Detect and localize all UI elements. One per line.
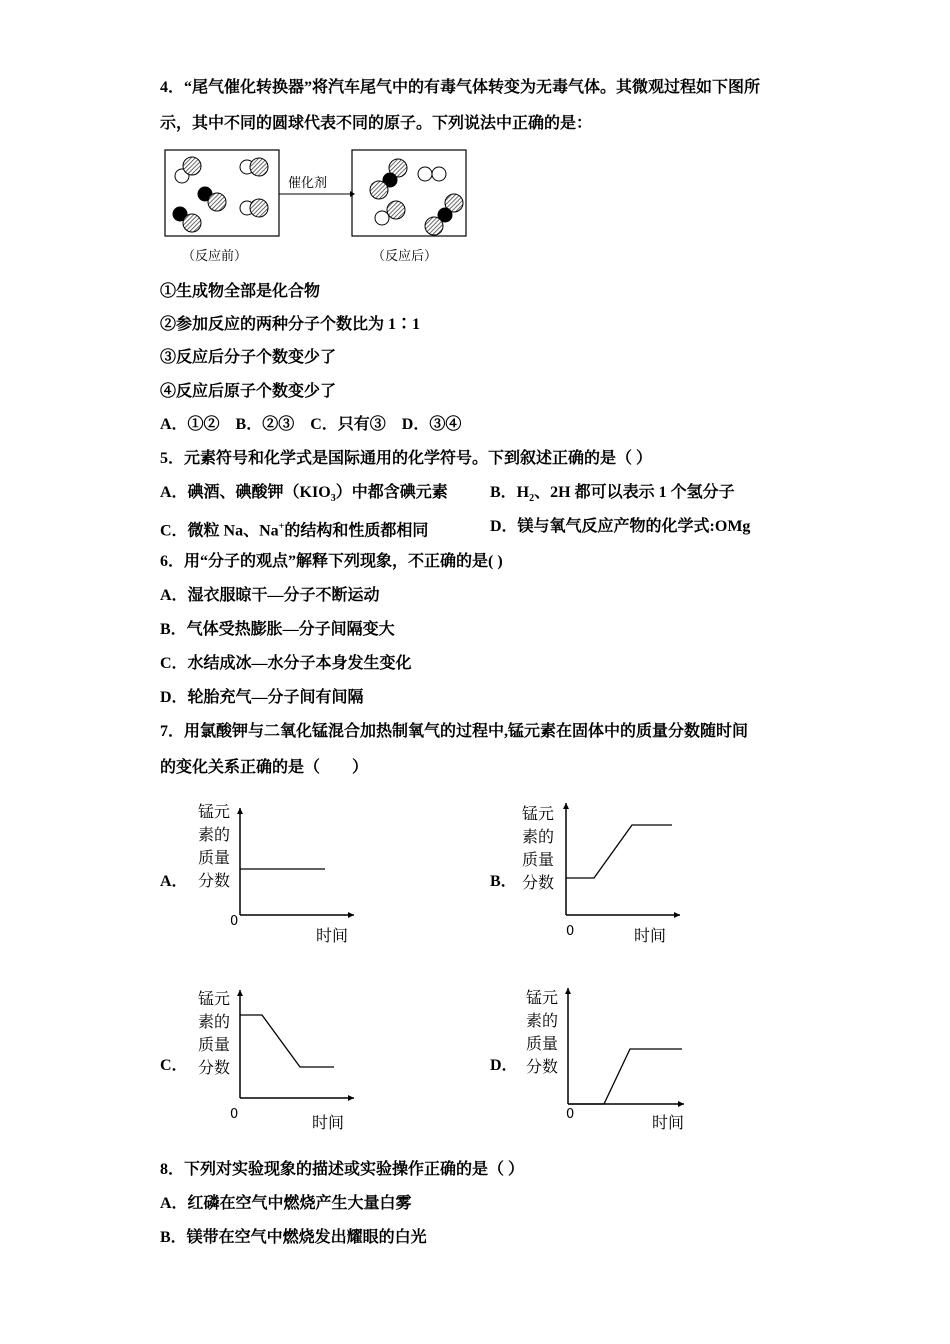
y-label-line: 素的 [198,825,231,844]
q4-statement: ②参加反应的两种分子个数比为 1∶1 [160,316,421,333]
graph-x-label: 时间 [312,1113,345,1132]
graph-origin: 0 [566,1107,575,1122]
q4-stem-line2: 示，其中不同的圆球代表不同的原子。下列说法中正确的是： [160,115,593,132]
q4-statement: ④反应后原子个数变少了 [160,383,337,400]
q5-stem: 5．元素符号和化学式是国际通用的化学符号。下到叙述正确的是（ ） [160,450,653,467]
y-axis-arrow [237,990,243,996]
q4-stem-line1: 4．“尾气催化转换器”将汽车尾气中的有毒气体转变为无毒气体。其微观过程如下图所 [160,79,761,96]
q4-statement: ①生成物全部是化合物 [160,283,321,300]
x-axis-arrow [348,912,354,918]
y-label-line: 质量 [198,1035,231,1054]
graph-curve [568,1049,682,1104]
after-label: （反应后） [372,249,438,264]
y-axis-arrow [563,803,569,809]
q7-stem-line1: 7．用氯酸钾与二氧化锰混合加热制氧气的过程中,锰元素在固体中的质量分数随时间 [160,723,749,740]
text: B．H [490,484,530,501]
y-label-line: 锰元 [526,988,559,1007]
q6-stem: 6．用“分子的观点”解释下列现象，不正确的是( ) [160,553,503,570]
q5-option-b [490,483,735,509]
graph-option-label: B． [490,873,517,890]
q8-option: A．红磷在空气中燃烧产生大量白雾 [160,1195,412,1212]
q5-option-c [160,517,428,541]
q6-option: A．湿衣服晾干—分子不断运动 [160,587,380,604]
graph-option-label: A． [160,873,188,890]
graph-y-label [198,800,230,892]
x-axis-arrow [348,1095,354,1101]
graph-y-label [198,987,230,1079]
graph-curve [240,1015,334,1067]
graph-y-label [526,986,558,1078]
catalyst-label: 催化剂 [288,176,328,191]
y-axis-arrow [565,988,571,994]
y-label-line: 质量 [526,1034,559,1053]
graph-y-label [522,802,554,894]
graph-origin: 0 [230,914,239,929]
superscript: + [278,521,285,532]
y-label-line: 锰元 [198,989,231,1008]
graph-x-label: 时间 [652,1113,685,1132]
y-label-line: 素的 [522,827,555,846]
text: 、2H 都可以表示 1 个氢分子 [534,484,735,501]
y-label-line: 质量 [522,850,555,869]
y-label-line: 素的 [198,1012,231,1031]
subscript: 2 [529,493,535,505]
reaction-figure [160,146,470,266]
y-label-line: 分数 [526,1057,559,1076]
graph-origin: 0 [230,1107,239,1122]
q8-stem: 8．下列对实验现象的描述或实验操作正确的是（ ） [160,1161,525,1178]
text: ）中都含碘元素 [335,484,448,501]
text: A．碘酒、碘酸钾（KIO [160,484,331,501]
graph-x-label: 时间 [316,926,349,945]
x-axis-arrow [678,1101,684,1107]
graph-x-label: 时间 [634,926,667,945]
y-label-line: 质量 [198,848,231,867]
q5-option-a [160,483,448,509]
q6-option: B．气体受热膨胀—分子间隔变大 [160,621,395,638]
y-label-line: 锰元 [198,802,231,821]
y-label-line: 分数 [198,871,231,890]
q5-option-d: D．镁与氧气反应产物的化学式:OMg [490,518,751,535]
q8-option: B．镁带在空气中燃烧发出耀眼的白光 [160,1229,427,1246]
text: 的结构和性质都相同 [284,522,429,540]
before-label: （反应前） [182,249,248,264]
q6-option: C．水结成冰—水分子本身发生变化 [160,655,412,672]
y-label-line: 素的 [526,1011,559,1030]
y-label-line: 分数 [198,1058,231,1077]
x-axis-arrow [674,912,680,918]
y-axis-arrow [237,808,243,814]
text: C．微粒 Na、Na [160,522,279,540]
y-label-line: 锰元 [522,804,555,823]
graph-curve [566,825,672,878]
graph-origin: 0 [566,924,575,939]
q6-option: D．轮胎充气—分子间有间隔 [160,689,364,706]
graph-option-label: D． [490,1057,518,1074]
q4-options: A．①② B．②③ C．只有③ D．③④ [160,416,462,433]
graph-3 [0,0,1,1]
q4-statement: ③反应后分子个数变少了 [160,349,337,366]
q7-stem-line2: 的变化关系正确的是（ ） [160,759,369,776]
graph-option-label: C． [160,1057,188,1074]
subscript: 3 [330,493,336,505]
y-label-line: 分数 [522,873,555,892]
